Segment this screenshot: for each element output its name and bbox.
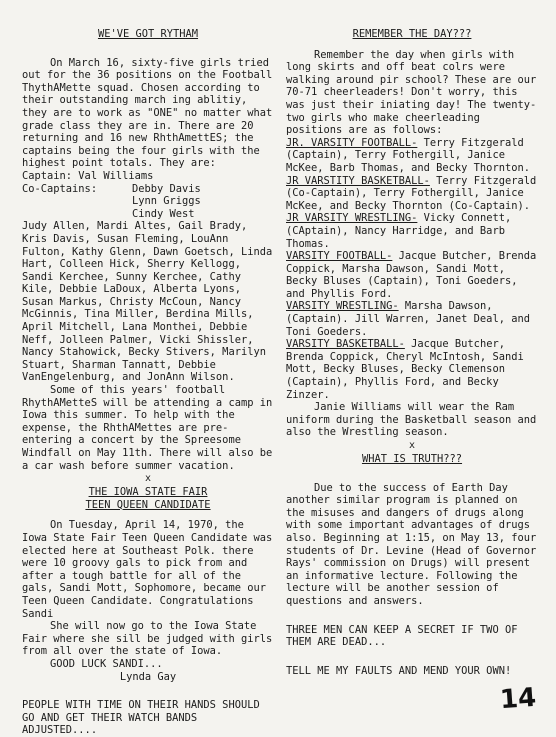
cocaptain-3: Cindy West	[132, 207, 195, 220]
remember-intro: Remember the day when girls with long skirts and off beat colrs were walking around pir school? These are our 70-71 cheerleaders! Don't worry, this was just their iniating day! The twenty-two girls who make cheerleading positions are as follows:	[286, 48, 537, 137]
fair-paragraph-1: On Tuesday, April 14, 1970, the Iowa State Fair Teen Queen Candidate was elected here at Southeast Polk. there were 10 groovy gals to pick from and after a tough battle for all of the gals, Sandi Mott, Sophomore, became our Teen Queen Candidate. Congratulations Sandi	[22, 519, 273, 620]
right-filler-quote-2: TELL ME MY FAULTS AND MEND YOUR OWN!	[286, 664, 512, 677]
squad-jv-wrestling	[286, 212, 538, 250]
fair-heading-1: THE IOWA STATE FAIR	[88, 486, 208, 499]
cocaptains-label: Co-Captains:	[22, 182, 98, 195]
section-divider-mark: x	[144, 473, 152, 485]
right-column	[286, 28, 538, 677]
squad-label: JR VARSITY WRESTLING-	[286, 212, 418, 225]
fair-heading-2: TEEN QUEEN CANDIDATE	[85, 498, 211, 511]
fair-paragraph-2: She will now go to the Iowa State Fair where she sill be judged with girls from all over the state of Iowa.	[22, 620, 273, 658]
squad-label: VARSITY WRESTLING-	[286, 300, 399, 313]
squad-members: Terry Fitzgerald (Co-Captain), Terry Fothergill, Janice McKee, and Becky Thornton (Co-Captain).	[286, 174, 537, 212]
cocaptain-2: Lynn Griggs	[132, 195, 201, 208]
squad-label: JR VARSTITY BASKETBALL-	[286, 174, 430, 187]
rytham-paragraph-1: On March 16, sixty-five girls tried out for the 36 positions on the Football ThythAMette squad. Chosen according to their outstanding march ing ablitiy, they are to work as "ONE" no matter what grade class they are in. There are 20 returning and 16 new RhthAmettES; the captains being the four girls with the highest point totals. They are:	[22, 56, 273, 170]
remember-heading: REMEMBER THE DAY???	[352, 28, 472, 40]
squad-varsity-wrestling	[286, 300, 538, 338]
squad-label: JR. VARSITY FOOTBALL-	[286, 136, 418, 149]
rytham-members: Judy Allen, Mardi Altes, Gail Brady, Kris Davis, Susan Fleming, LouAnn Fulton, Kathy Glenn, Dawn Goetsch, Linda Hart, Colleen Hick, Sherry Kellogg, Sandi Kerchee, Sunny Kerchee, Cathy Kile, Debbie LaDoux, Alberta Lyons, Susan Markus, Christy McCoun, Nancy McGinnis, Tina Miller, Berdina Mills, April Mitchell, Lana Monthei, Debbie Neff, Jolleen Palmer, Vicki Shissler, Nancy Stahowick, Becky Stivers, Marilyn Stuart, Sharman Tannatt, Debbie VanEngelenburg, and JonAnn Wilson.	[22, 220, 273, 384]
rytham-paragraph-2: Some of this years' football RhythAMetteS will be attending a camp in Iowa this summer. To help with the expense, the RhthAMettes are pre-entering a concert by the Spreesome Windfall on May 11th. There will also be a car wash before summer vacation.	[22, 384, 273, 472]
squad-varsity-basketball	[286, 338, 538, 401]
remember-closing: Janie Williams will wear the Ram uniform during the Basketball season and also the Wrestling season.	[286, 401, 537, 439]
fair-signature: Lynda Gay	[119, 670, 177, 683]
left-filler-quote: PEOPLE WITH TIME ON THEIR HANDS SHOULD GO AND GET THEIR WATCH BANDS ADJUSTED....	[22, 699, 260, 737]
squad-jv-football	[286, 137, 538, 175]
page-number: 14	[498, 682, 538, 716]
cocaptains-block	[22, 183, 274, 196]
cocaptain-1: Debby Davis	[132, 182, 201, 195]
squad-members: Jacque Butcher, Brenda Coppick, Cheryl McIntosh, Sandi Mott, Becky Bluses, Becky Clemenson (Captain), Phyllis Ford, and Becky Zinzer.	[286, 338, 524, 401]
squad-members: Marsha Dawson, (Captain). Jill Warren, Janet Deal, and Toni Goeders.	[286, 300, 530, 338]
squad-members: Terry Fitzgerald (Captain), Terry Fothergill, Janice McKee, Barb Thomas, and Becky Thornton.	[286, 136, 530, 174]
squad-members: Jacque Butcher, Brenda Coppick, Marsha Dawson, Sandi Mott, Becky Bluses (Captain), Toni Goeders, and Phyllis Ford.	[286, 250, 537, 300]
section-divider-mark: x	[408, 440, 416, 451]
rytham-heading: WE'VE GOT RYTHAM	[97, 28, 199, 40]
right-filler-quote-1: THREE MEN CAN KEEP A SECRET IF TWO OF THEM ARE DEAD...	[286, 623, 518, 649]
squad-label: VARSITY FOOTBALL-	[286, 250, 393, 263]
truth-heading: WHAT IS TRUTH???	[361, 453, 463, 465]
squad-jv-basketball	[286, 175, 538, 213]
fair-paragraph-3: GOOD LUCK SANDI...	[50, 657, 163, 670]
left-column	[22, 28, 274, 737]
squad-label: VARSITY BASKETBALL-	[286, 338, 405, 351]
squad-members: Vicky Connett, (CAptain), Nancy Harridge, and Barb Thomas.	[286, 212, 512, 250]
squad-varsity-football	[286, 250, 538, 300]
truth-paragraph: Due to the success of Earth Day another similar program is planned on the misuses and dangers of drugs along with some important advantages of drugs also. Beginning at 1:15, on May 13, four students of Dr. Levine (Head of Governor Rays' commission on Drugs) will present an informative lecture. Following the lecture will be another session of questions and answers.	[286, 481, 537, 607]
captain-line: Captain: Val Williams	[22, 169, 154, 182]
